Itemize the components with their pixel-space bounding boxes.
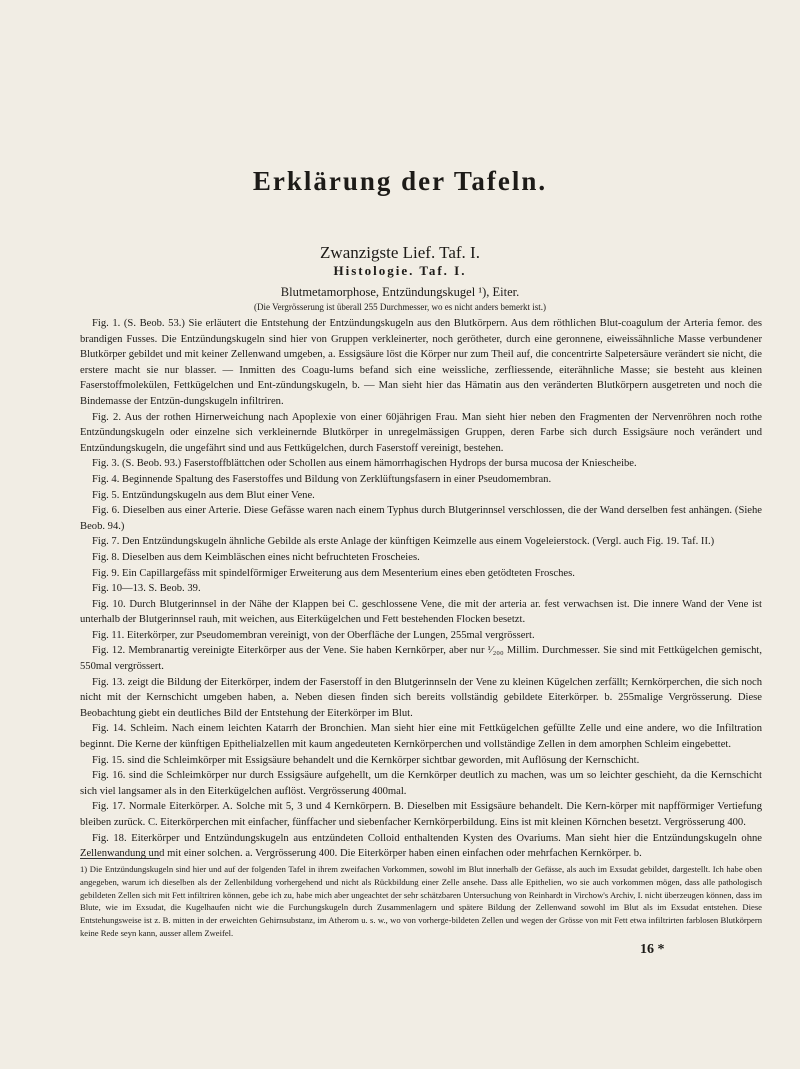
footnote-rule — [80, 858, 160, 859]
paragraph: Fig. 14. Schleim. Nach einem leichten Katarrh der Bronchien. Man sieht hier eine mit Fettkügelchen gefüllte Zelle und eine andere, wo die Infiltration beginnt. Die Kerne der künftigen Epithelialzellen mit kaum angedeuteten Kernkörperchen und vollständige Zellen in dem amorphen Schleim eingebettet. — [80, 723, 762, 751]
section-heading: Histologie. Taf. I. — [333, 263, 467, 278]
paragraph: Fig. 17. Normale Eiterkörper. A. Solche mit 5, 3 und 4 Kernkörpern. B. Dieselben mit Essigsäure behandelt. Die Kern-körper mit napfförmiger Vertiefung bleiben zurück. C. Eiterkörperchen mit einfacher, fünffacher und siebenfacher Kernkörperbildung. Eins ist mit kleinen Körnchen besetzt. Vergrösserung 400. — [80, 801, 762, 828]
page-title: Erklärung der Tafeln. — [252, 166, 548, 196]
paragraph: Fig. 3. (S. Beob. 93.) Faserstoffblättchen oder Schollen aus einem hämorrhagischen Hydrops der bursa mucosa der Kniescheibe. — [92, 458, 637, 470]
paragraph: Fig. 10. Durch Blutgerinnsel in der Nähe der Klappen bei C. geschlossene Vene, die mit der arteria ar. fest verwachsen ist. Die innere Wand der Vene ist unterhalb der Blutgerinnsel rauh, mit weichen, aus Eiterkügelchen und Fett bestehenden Flocken besetzt. — [80, 598, 762, 626]
paragraph: Fig. 5. Entzündungskugeln aus dem Blut einer Vene. — [92, 489, 315, 501]
paragraph: Fig. 7. Den Entzündungskugeln ähnliche Gebilde als erste Anlage der künftigen Keimzelle aus einem Vogeleierstock. (Vergl. auch Fig. 19. Taf. II.) — [92, 536, 715, 548]
footnote: 1) Die Entzündungskugeln sind hier und auf der folgenden Tafel in ihrem zweifachen Vorkommen, sowohl im Blut innerhalb der Gefässe, als auch im Exsudat gebildet, dargestellt. Ich habe oben angegeben, warum ich dieselben als der Zellenbildung vorhergehend und nicht als Rückbildung einer Zelle ansehe. Dass alle Epithelien, wo sie auch vorkommen mögen, dass alle pathologisch gebildeten Zellen sich mit Fett infiltriren können, gebe ich zu, habe mich aber ungeachtet der sehr schätzbaren Untersuchung von Reinhardt in Virchow's Archiv, I. nicht überzeugen können, dass im Blute, wie im Exsudat, die Kugelhaufen nicht wie die Furchungskugeln durch Zusammenlagern und spätere Bildung der Zellenwand sowohl im Blut als im Exsudat entstehen. Diese Entstehungsweise ist z. B. mitten in der erweichten Gehirnsubstanz, im Atherom u. s. w., wo von vorherge-bildeten Zellen und wegen der Grösse von mit Fett etwa infiltrirten farblosen Blutkörpern keine Rede seyn kann, ausser allem Zweifel. — [80, 864, 762, 938]
paragraph: Fig. 1. (S. Beob. 53.) Sie erläutert die Entstehung der Entzündungskugeln aus den Blutkörpern. Aus dem röthlichen Blut-coagulum der Arteria femor. des brandigen Fusses. Die Entzündungskugeln sind hier von Gruppen verkleinerter, noch gerötheter, durch eine geronnene, eiweissähnliche Masse verbundener Blutkörper gebildet und mit keiner Zellenwand umgeben, a. Essigsäure löst die Körper nur zum Theil auf, die concentrirte Salpetersäure verändert sie nicht, die erstere macht sie nur blasser. — Inmitten des Coagu-lums befand sich eine weissliche, zerfliessende, eiterähnliche Masse; sie besteht aus kleinen Faserstoffmolekülen, Fettkügelchen und Ent-zündungskugeln, b. — Man sieht hier das Hämatin aus den veränderten Blutkörpern ausgetreten und noch die Bindemasse der Entzün-dungskugeln infiltriren. — [80, 318, 762, 407]
paragraph: Fig. 16. sind die Schleimkörper nur durch Essigsäure aufgehellt, um die Kernkörper deutlich zu machen, was um so leichter geschieht, da die Kernschicht sich viel langsamer als in den Eiterkügelchen auflöst. Vergrösserung 400mal. — [80, 770, 762, 797]
magnification-note: (Die Vergrösserung ist überall 255 Durchmesser, wo es nicht anders bemerkt ist.) — [254, 302, 546, 312]
figure-descriptions — [80, 316, 762, 862]
page-number: 16 * — [640, 942, 665, 957]
paragraph: Fig. 18. Eiterkörper und Entzündungskugeln aus entzündeten Colloid enthaltenden Kysten des Ovariums. Man sieht hier die Entzündungskugeln ohne Zellenwandung und mit einer solchen. a. Vergrösserung 400. Die Eiterkörper haben einen einfachen oder mehrfachen Kernkörper. b. — [80, 832, 762, 860]
paragraph: Fig. 15. sind die Schleimkörper mit Essigsäure behandelt und die Kernkörper sichtbar geworden, mit Auflösung der Kernschicht. — [92, 754, 640, 766]
paragraph: Fig. 8. Dieselben aus dem Keimbläschen eines nicht befruchteten Froscheies. — [92, 551, 420, 563]
paragraph: Fig. 6. Dieselben aus einer Arterie. Diese Gefässe waren nach einem Typhus durch Blutgerinnsel verschlossen, die der Wand derselben fest anhängen. (Siehe Beob. 94.) — [80, 505, 762, 532]
delivery-heading: Zwanzigste Lief. Taf. I. — [320, 243, 480, 262]
subject-heading: Blutmetamorphose, Entzündungskugel ¹), Eiter. — [280, 285, 520, 299]
paragraph: Fig. 9. Ein Capillargefäss mit spindelförmiger Erweiterung aus dem Mesenterium eines eben getödteten Frosches. — [92, 567, 575, 579]
paragraph: Fig. 13. zeigt die Bildung der Eiterkörper, indem der Faserstoff in den Blutgerinnseln der Vene zu kleinen Kügelchen zerfällt; Kernkörperchen, die sich noch nicht mit der Kernschicht umgeben haben, a. Neben diesen finden sich bereits vollständig gebildete Eiterkörper. b. 255malige Vergrösserung. Diese Beobachtung giebt ein deutliches Bild der Entstehung der Eiterkörper im Blut. — [80, 676, 762, 719]
paragraph: Fig. 2. Aus der rothen Hirnerweichung nach Apoplexie von einer 60jährigen Frau. Man sieht hier neben den Fragmenten der Nervenröhren noch rothe Entzündungskugeln oder einzelne sich verkleinernde Blutkörper in unregelmässigen Gruppen, deren Farbe sich durch Essigsäure noch verändert und Entzündungskugeln, die ungefährt sind und aus Fettkügelchen, durch Faserstoff vereinigt, bestehen. — [80, 411, 762, 454]
paragraph: Fig. 12. Membranartig vereinigte Eiterkörper aus der Vene. Sie haben Kernkörper, aber nur ¹⁄₂₀₀ Millim. Durchmesser. Sie sind mit Fettkügelchen gemischt, 550mal vergrössert. — [80, 645, 762, 673]
paragraph: Fig. 10—13. S. Beob. 39. — [92, 583, 201, 595]
paragraph: Fig. 11. Eiterkörper, zur Pseudomembran vereinigt, von der Oberfläche der Lungen, 255mal vergrössert. — [92, 629, 535, 641]
paragraph: Fig. 4. Beginnende Spaltung des Faserstoffes und Bildung von Zerklüftungsfasern in einer Pseudomembran. — [92, 473, 552, 485]
